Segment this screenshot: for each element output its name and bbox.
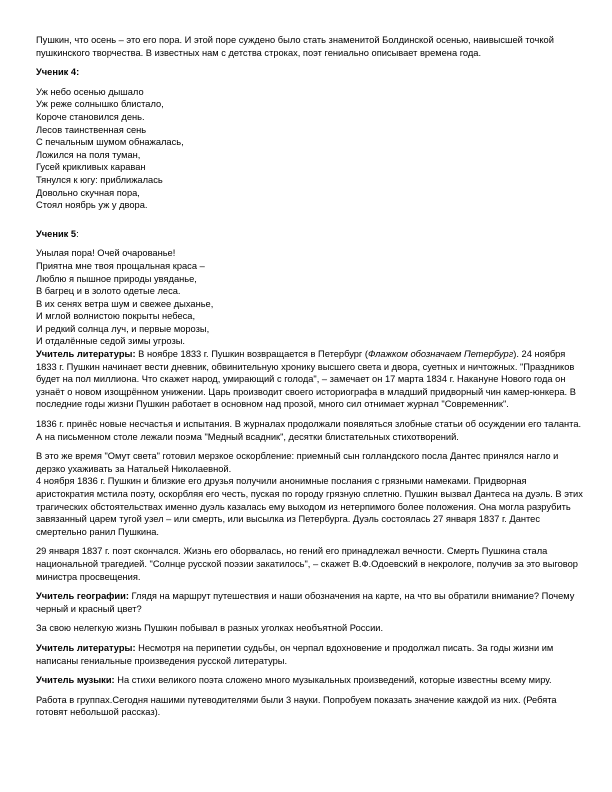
speaker-label: Учитель географии: [36, 591, 129, 602]
poem-line: Лесов таинственная сень [36, 124, 147, 135]
poem-line: И отдалённые седой зимы угрозы. [36, 336, 185, 347]
poem-line: Приятна мне твоя прощальная краса – [36, 260, 205, 271]
paragraph-text: На стихи великого поэта сложено много музыкальных произведений, которые известны всему миру. [114, 675, 552, 686]
student5-label-suffix: : [76, 228, 79, 239]
poem-line: С печальным шумом обнажалась, [36, 137, 184, 148]
poem-line: В их сенях ветра шум и свежее дыханье, [36, 298, 214, 309]
paragraph-text: Глядя на маршрут путешествия и наши обозначения на карте, на что вы обратили внимание? Почему черный и красный цвет? [36, 591, 575, 614]
poem-line: Ложился на поля туман, [36, 149, 141, 160]
geography-answer: За свою нелегкую жизнь Пушкин побывал в разных уголках необъятной России. [36, 623, 384, 634]
document-page [36, 34, 584, 719]
poem-line: Гусей крикливых караван [36, 162, 146, 173]
poem-line: И мглой волнистою покрыты небеса, [36, 311, 196, 322]
paragraph-text: Несмотря на перипетии судьбы, он черпал вдохновение и продолжал писать. За годы жизни им написаны гениальные произведения русской литературы. [36, 642, 554, 666]
paragraph-omut: В это же время "Омут света" готовил мерзкое оскорбление: приемный сын голландского посла Дантес принялся нагло и дерзко ухаживать за Натальей Николаевной. [36, 451, 559, 474]
speaker-label: Учитель литературы: [36, 642, 136, 653]
student4-label: Ученик 4: [36, 67, 80, 78]
group-work-paragraph: Работа в группах.Сегодня нашими путеводителями были 3 науки. Попробуем показать значение каждой из них. (Ребята готовят небольшой рассказ). [36, 694, 557, 718]
student5-label [36, 228, 584, 241]
geography-teacher-paragraph [36, 590, 584, 615]
speaker-label: Учитель музыки: [36, 675, 115, 686]
intro-paragraph: Пушкин, что осень – это его пора. И этой поре суждено было стать знаменитой Болдинской осенью, наивысшей точкой пушкинского творчества. В известных нам с детства строках, поэт гениально описывает времена года. [36, 35, 554, 58]
poem-line: Уж реже солнышко блистало, [36, 99, 164, 110]
paragraph-jan29: 29 января 1837 г. поэт скончался. Жизнь его оборвалась, но гений его принадлежал вечности. Смерть Пушкина стала национальной трагедией. "Солнце русской поэзии закатилось", – скажет В.Ф.Одоевский в некрологе, получив за это выговор министра просвещения. [36, 546, 578, 582]
music-teacher-paragraph [36, 674, 584, 687]
poem-line: Стоял ноябрь уж у двора. [36, 200, 148, 211]
poem-line: Люблю я пышное природы увяданье, [36, 273, 197, 284]
literature-teacher-paragraph-1 [36, 348, 584, 411]
poem-line: Унылая пора! Очей очарованье! [36, 248, 176, 259]
student5-poem [36, 247, 584, 348]
speaker-label: Учитель литературы: [36, 349, 136, 360]
paragraph-1836-b: А на письменном столе лежали поэма "Медный всадник", десятки блистательных стихотворений. [36, 431, 459, 442]
paragraph-1836-a: 1836 г. принёс новые несчастья и испытания. В журналах продолжали появляться злобные статьи об осуждении его таланта. [36, 419, 582, 430]
poem-line: В багрец и в золото одетые леса. [36, 286, 181, 297]
paragraph-text: ). 24 ноября 1833 г. Пушкин начинает вести дневник, обвинительную хронику высшего света и двора, суетных и ничтожных. "Праздников будет на пол миллиона. Что скажет народ, умирающий с голода", – замечает он 17 марта 1834 г. Накануне Нового года он узнаёт о новом изощрённом унижении. Царь производит своего историографа в младший придворный чин камер-юнкера. В последние годы жизни Пушкин работает в основном над прозой, много сил отнимает журнал "Современник". [36, 349, 576, 410]
poem-line: Уж небо осенью дышало [36, 86, 144, 97]
poem-line: И редкий солнца луч, и первые морозы, [36, 323, 210, 334]
student5-label-text: Ученик 5 [36, 228, 77, 239]
literature-teacher-paragraph-2 [36, 642, 584, 667]
paragraph-text: В ноябре 1833 г. Пушкин возвращается в Петербург ( [135, 349, 368, 360]
italic-note: Флажком обозначаем Петербург [368, 349, 514, 360]
poem-line: Тянулся к югу: приближалась [36, 174, 163, 185]
student4-poem [36, 86, 584, 212]
poem-line: Короче становился день. [36, 111, 145, 122]
poem-line: Довольно скучная пора, [36, 187, 140, 198]
paragraph-nov4: 4 ноября 1836 г. Пушкин и близкие его друзья получили анонимные послания с грязными намеками. Придворная аристократия мстила поэту, оскорбляя его честь, пуская по городу грязную сплетню. Пушкин вызвал Дантеса на дуэль. В этих трагических обстоятельствах именно дуэль казалась ему выходом из нетерпимого более положения. Она могла разрубить завязанный царем тугой узел – или смерть, или высылка из Петербурга. Дуэль состоялась 27 января 1837 г. Дантес смертельно ранил Пушкина. [36, 476, 583, 537]
